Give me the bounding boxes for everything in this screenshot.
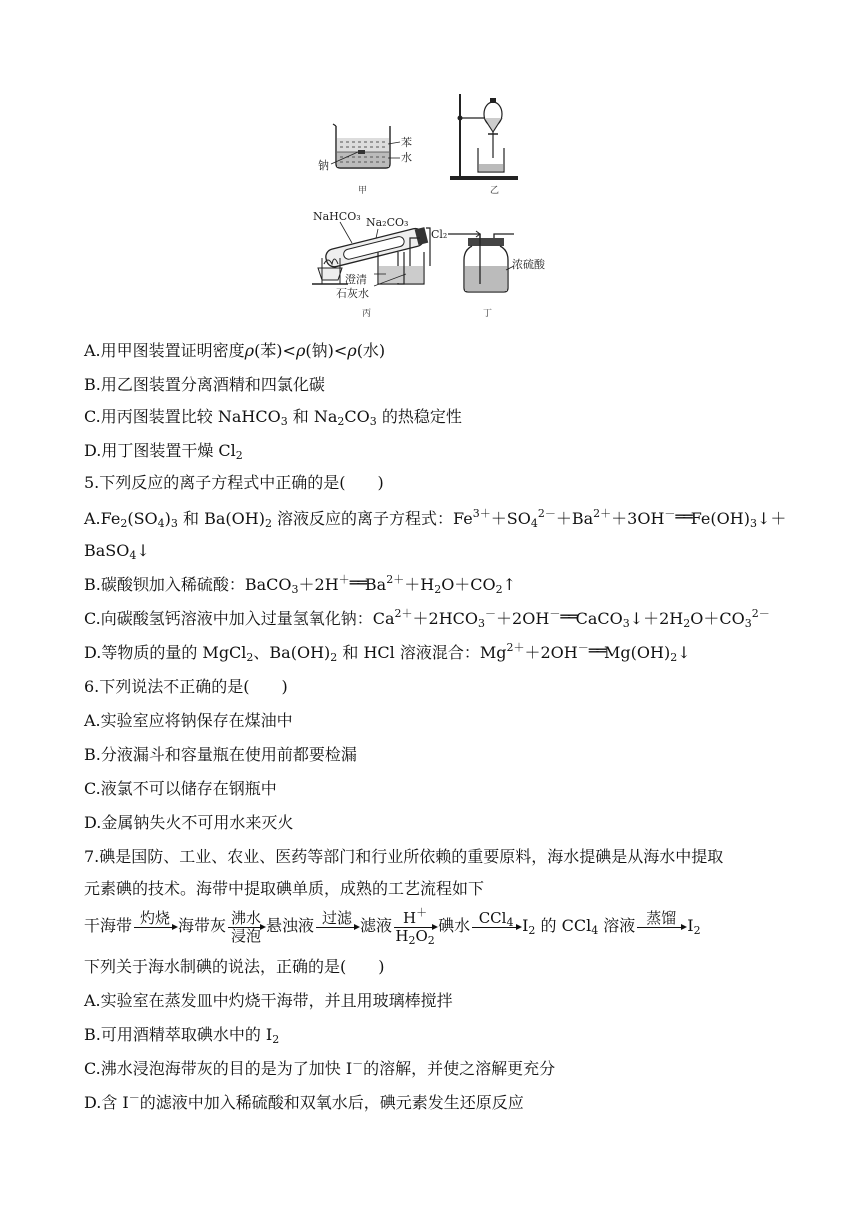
label-nahco3: NaHCO₃ xyxy=(313,210,361,223)
flow-step-i2-ccl4: $I_2$ 的 CCl$_4$ 溶液 xyxy=(522,916,636,937)
flow-arrow-distill: 蒸馏 xyxy=(637,910,685,944)
caption-bing: 丙 xyxy=(362,309,372,319)
figure-ding xyxy=(431,228,546,319)
figure-jia xyxy=(318,124,412,196)
q4-option-a: A.用甲图装置证明密度ρ(苯)<ρ(钠)<ρ(水) xyxy=(84,341,386,360)
flow-step-i2: $I_2$ xyxy=(687,916,701,937)
flow-arrow-oxidize: $\frac{H^+}{H_2O_2}$ xyxy=(395,905,435,947)
q4-option-c: C.用丙图装置比较 NaHCO$_3$ 和 $Na_2CO_3$ 的热稳定性 xyxy=(84,407,462,428)
flow-step-kelp-ash: 海带灰 xyxy=(178,916,227,935)
flow-step-iodine-water: 碘水 xyxy=(438,916,471,935)
flow-arrow-filter: 过滤 xyxy=(316,910,358,944)
label-sodium: 钠 xyxy=(318,159,329,172)
label-limewater-1: 澄清 xyxy=(345,273,367,286)
q5-option-a: $A.Fe_2(SO_4)_3$ 和 $Ba(OH)_2$ 溶液反应的离子方程式：$Fe^{3+}+SO_4^{2-}+Ba^{2+}+3OH^-══Fe(OH)_3↓+$ xyxy=(84,507,787,530)
figure-bing xyxy=(312,210,430,319)
label-cl2: Cl₂ xyxy=(431,228,448,241)
q7-process-flow xyxy=(84,905,701,947)
q7-question: 下列关于海水制碘的说法，正确的是( ) xyxy=(84,957,385,976)
flow-arrow-burn: 灼烧 xyxy=(134,910,176,944)
q7-option-c: C.沸水浸泡海带灰的目的是为了加快 I－的溶解，并使之溶解更充分 xyxy=(84,1057,556,1078)
flow-step-suspension: 悬浊液 xyxy=(266,916,315,935)
flow-arrow-soak: 沸水 浸泡 xyxy=(228,910,264,944)
caption-jia: 甲 xyxy=(358,186,368,196)
q5-option-d: D.等物质的量的 MgCl$_2$、$Ba(OH)_2$ 和 HCl 溶液混合：$Mg^{2+}+2OH^-══Mg(OH)_2↓$ xyxy=(84,641,691,664)
q7-option-b: B.可用酒精萃取碘水中的 $I_2$ xyxy=(84,1025,280,1046)
q7-stem-line2: 元素碘的技术。海带中提取碘单质，成熟的工艺流程如下 xyxy=(84,879,485,898)
q6-stem: 6.下列说法不正确的是( ) xyxy=(84,677,288,696)
figure-yi xyxy=(450,94,518,196)
caption-yi: 乙 xyxy=(490,186,500,196)
label-conc-sulfuric: 浓硫酸 xyxy=(512,258,545,271)
q6-option-b: B.分液漏斗和容量瓶在使用前都要检漏 xyxy=(84,745,357,764)
q7-option-d: D.含 I－的滤液中加入稀硫酸和双氧水后，碘元素发生还原反应 xyxy=(84,1091,524,1112)
apparatus-figures xyxy=(300,88,570,328)
q4-option-b: B.用乙图装置分离酒精和四氯化碳 xyxy=(84,375,325,394)
q4-option-d: D.用丁图装置干燥 $Cl_2$ xyxy=(84,441,243,462)
flow-step-dried-kelp: 干海带 xyxy=(84,916,133,935)
q6-option-d: D.金属钠失火不可用水来灭火 xyxy=(84,813,294,832)
label-na2co3: Na₂CO₃ xyxy=(366,216,409,229)
q5-option-b: B.碳酸钡加入稀硫酸：$BaCO_3+2H^+══Ba^{2+}+H_2O+CO_2↑$ xyxy=(84,573,517,596)
q5-stem: 5.下列反应的离子方程式中正确的是( ) xyxy=(84,473,384,492)
q5-option-a-cont: BaSO$_4$↓ xyxy=(84,541,150,562)
q5-option-c: C.向碳酸氢钙溶液中加入过量氢氧化钠：$Ca^{2+}+2HCO_3^-+2OH^-══CaCO_3↓+2H_2O+CO_3^{2-}$ xyxy=(84,607,770,630)
flow-step-filtrate: 滤液 xyxy=(360,916,393,935)
caption-ding: 丁 xyxy=(483,309,493,319)
q7-stem-line1: 7.碘是国防、工业、农业、医药等部门和行业所依赖的重要原料，海水提碘是从海水中提取 xyxy=(84,847,724,866)
q6-option-c: C.液氯不可以储存在钢瓶中 xyxy=(84,779,277,798)
apparatus-drawings xyxy=(300,88,570,328)
label-limewater-2: 石灰水 xyxy=(336,287,369,300)
q7-option-a: A.实验室在蒸发皿中灼烧干海带，并且用玻璃棒搅拌 xyxy=(84,991,453,1010)
label-benzene: 苯 xyxy=(401,136,412,149)
flow-arrow-extract: CCl$_4$ xyxy=(472,910,520,944)
q6-option-a: A.实验室应将钠保存在煤油中 xyxy=(84,711,293,730)
label-water: 水 xyxy=(401,151,412,164)
